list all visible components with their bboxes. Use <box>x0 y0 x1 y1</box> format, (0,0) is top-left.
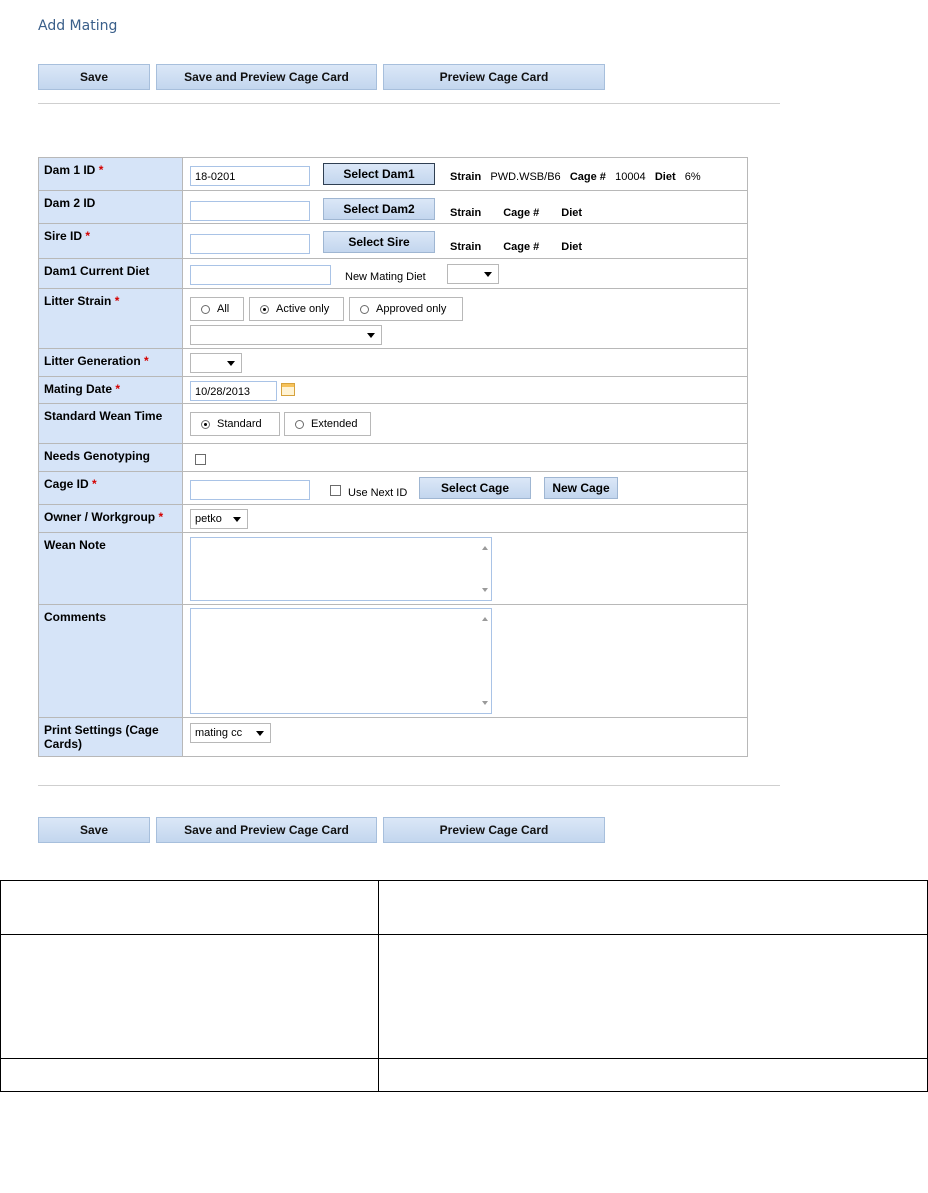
save-button-bottom[interactable]: Save <box>38 817 150 843</box>
litter-generation-label: Litter Generation * <box>39 349 183 376</box>
empty-table <box>0 880 928 1092</box>
scroll-down-icon[interactable] <box>482 701 488 705</box>
scroll-up-icon[interactable] <box>482 546 488 550</box>
dam2-label: Dam 2 ID <box>39 191 183 223</box>
wean-note-label: Wean Note <box>39 533 183 604</box>
row-diet <box>39 258 747 288</box>
radio-standard[interactable]: Standard <box>190 412 280 436</box>
comments-label: Comments <box>39 605 183 717</box>
select-dam1-button[interactable]: Select Dam1 <box>323 163 435 185</box>
radio-icon <box>201 305 210 314</box>
diet-label: Dam1 Current Diet <box>39 259 183 288</box>
row-wean-note <box>39 532 747 604</box>
radio-approved-only[interactable]: Approved only <box>349 297 463 321</box>
select-sire-button[interactable]: Select Sire <box>323 231 435 253</box>
table-cell <box>1 1059 379 1092</box>
table-row <box>1 935 928 1059</box>
preview-cage-card-button[interactable]: Preview Cage Card <box>383 64 605 90</box>
chevron-down-icon <box>367 333 375 338</box>
row-print-settings <box>39 717 747 756</box>
preview-cage-card-button-bottom[interactable]: Preview Cage Card <box>383 817 605 843</box>
select-cage-button[interactable]: Select Cage <box>419 477 531 499</box>
page-title: Add Mating <box>38 18 118 34</box>
radio-icon <box>295 420 304 429</box>
owner-select[interactable]: petko <box>190 509 248 529</box>
chevron-down-icon <box>484 272 492 277</box>
table-cell <box>379 881 928 935</box>
divider <box>38 103 780 104</box>
chevron-down-icon <box>256 731 264 736</box>
table-cell <box>379 935 928 1059</box>
row-comments <box>39 604 747 717</box>
litter-strain-select[interactable] <box>190 325 382 345</box>
row-mating-date <box>39 376 747 403</box>
wean-time-label: Standard Wean Time <box>39 404 183 443</box>
row-genotyping <box>39 443 747 471</box>
divider <box>38 785 780 786</box>
table-row <box>1 881 928 935</box>
scroll-up-icon[interactable] <box>482 617 488 621</box>
row-litter-generation <box>39 348 747 376</box>
litter-strain-label: Litter Strain * <box>39 289 183 348</box>
sire-id-input[interactable] <box>190 234 310 254</box>
chevron-down-icon <box>233 517 241 522</box>
dam1-label: Dam 1 ID * <box>39 158 183 190</box>
comments-textarea[interactable] <box>190 608 492 714</box>
dam2-id-input[interactable] <box>190 201 310 221</box>
row-wean-time <box>39 403 747 443</box>
table-row <box>1 1059 928 1092</box>
print-settings-select[interactable]: mating cc <box>190 723 271 743</box>
row-dam2 <box>39 190 747 223</box>
cage-id-input[interactable] <box>190 480 310 500</box>
new-mating-diet-select[interactable] <box>447 264 499 284</box>
mating-date-input[interactable]: 10/28/2013 <box>190 381 277 401</box>
needs-genotyping-checkbox[interactable] <box>195 454 206 465</box>
sire-info: Strain Cage # Diet <box>450 241 583 253</box>
radio-icon <box>360 305 369 314</box>
current-diet-input[interactable] <box>190 265 331 285</box>
row-dam1 <box>39 158 747 190</box>
litter-generation-select[interactable] <box>190 353 242 373</box>
radio-selected-icon <box>260 305 269 314</box>
genotyping-label: Needs Genotyping <box>39 444 183 471</box>
table-cell <box>379 1059 928 1092</box>
cage-label: Cage ID * <box>39 472 183 504</box>
calendar-icon[interactable] <box>281 383 295 396</box>
save-button[interactable]: Save <box>38 64 150 90</box>
radio-selected-icon <box>201 420 210 429</box>
radio-active-only[interactable]: Active only <box>249 297 344 321</box>
row-cage <box>39 471 747 504</box>
row-sire <box>39 223 747 258</box>
use-next-id-label: Use Next ID <box>348 487 408 499</box>
row-litter-strain <box>39 288 747 348</box>
new-cage-button[interactable]: New Cage <box>544 477 618 499</box>
save-and-preview-button-bottom[interactable]: Save and Preview Cage Card <box>156 817 377 843</box>
add-mating-form <box>38 157 748 757</box>
print-settings-label: Print Settings (Cage Cards) <box>39 718 183 756</box>
dam1-info: Strain PWD.WSB/B6 Cage # 10004 Diet 6% <box>450 171 701 183</box>
dam1-id-input[interactable]: 18-0201 <box>190 166 310 186</box>
radio-extended[interactable]: Extended <box>284 412 371 436</box>
table-cell <box>1 881 379 935</box>
select-dam2-button[interactable]: Select Dam2 <box>323 198 435 220</box>
sire-label: Sire ID * <box>39 224 183 258</box>
radio-all[interactable]: All <box>190 297 244 321</box>
new-mating-diet-label: New Mating Diet <box>345 271 426 283</box>
table-cell <box>1 935 379 1059</box>
chevron-down-icon <box>227 361 235 366</box>
wean-note-textarea[interactable] <box>190 537 492 601</box>
dam2-info: Strain Cage # Diet <box>450 207 583 219</box>
row-owner <box>39 504 747 532</box>
owner-label: Owner / Workgroup * <box>39 505 183 532</box>
mating-date-label: Mating Date * <box>39 377 183 403</box>
use-next-id-checkbox[interactable] <box>330 485 341 496</box>
save-and-preview-button[interactable]: Save and Preview Cage Card <box>156 64 377 90</box>
scroll-down-icon[interactable] <box>482 588 488 592</box>
